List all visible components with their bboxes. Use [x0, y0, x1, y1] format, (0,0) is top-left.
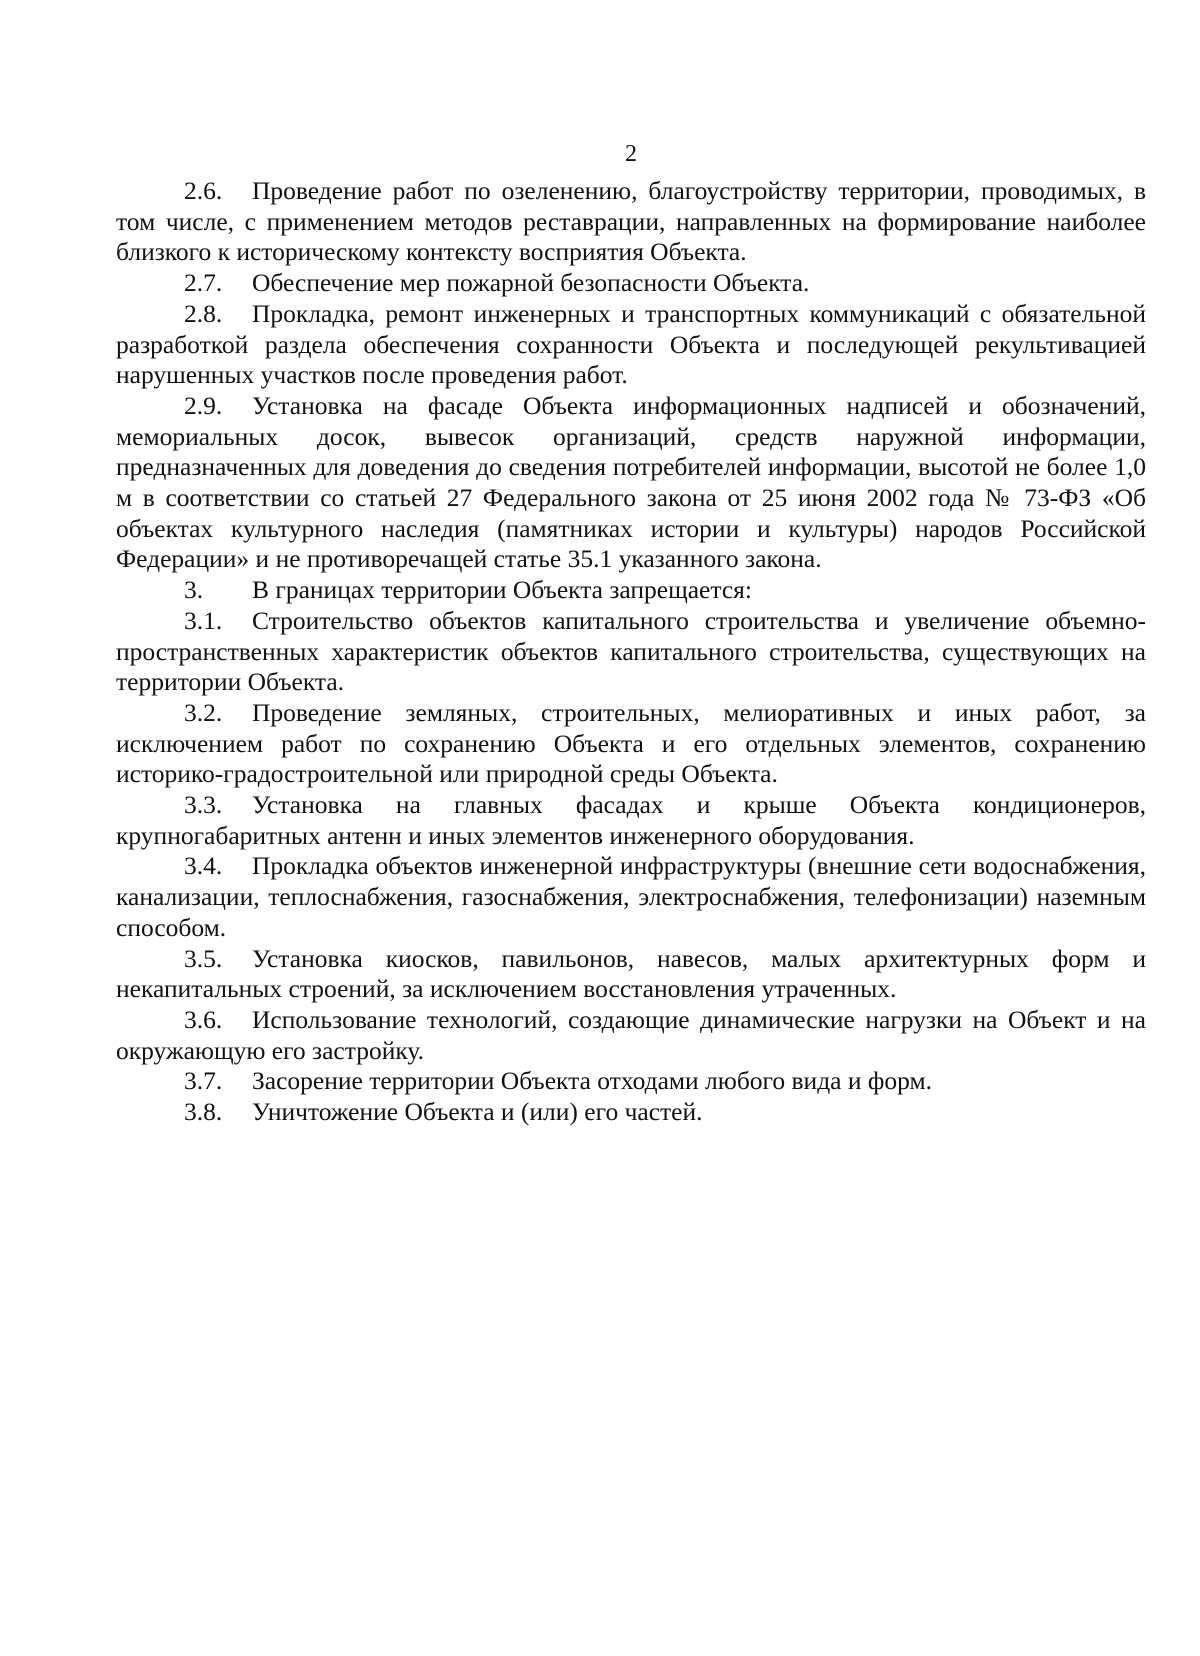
paragraph-text: Обеспечение мер пожарной безопасности Объекта. [252, 268, 810, 298]
paragraph-text: Установка на главных фасадах и крыше Объекта кондиционеров, крупногабаритных антенн и иных элементов инженерного оборудования. [116, 790, 1146, 850]
paragraph-text: Установка киосков, павильонов, навесов, малых архитектурных форм и некапитальных строений, за исключением восстановления утраченных. [116, 943, 1146, 1004]
paragraph-2-9 [116, 391, 1146, 575]
paragraph-2-7 [116, 268, 1146, 299]
paragraph-number: 2.6. [184, 176, 223, 205]
paragraph-text: Установка на фасаде Объекта информационных надписей и обозначений, мемориальных досок, вывесок организаций, средств наружной информации, предназначенных для доведения до сведения потребителей информации, высотой не более 1,0 м в соответствии со статьей 27 Федерального закона от 25 июня 2002 года № 73-ФЗ «Об объектах культурного наследия (памятниках истории и культуры) народов Российской Федерации» и не противоречащей статье 35.1 указанного закона. [116, 390, 1146, 574]
paragraph-number: 3.1. [184, 605, 223, 635]
paragraph-number: 2.7. [184, 268, 223, 298]
paragraph-text: Проведение работ по озеленению, благоустройству территории, проводимых, в том числе, с применением методов реставрации, направленных на формирование наиболее близкого к историческому контексту восприятия Объекта. [116, 176, 1146, 267]
paragraph-number: 3.2. [184, 697, 223, 727]
paragraph-number: 3.8. [184, 1097, 223, 1127]
paragraph-text: Использование технологий, создающие динамические нагрузки на Объект и на окружающую его застройку. [116, 1004, 1146, 1065]
paragraph-number: 3.7. [184, 1066, 223, 1096]
paragraph-3 [116, 575, 1146, 606]
paragraph-3-5 [116, 944, 1146, 1005]
paragraph-2-6 [116, 176, 1146, 268]
paragraph-3-7 [116, 1066, 1146, 1097]
paragraph-text: Засорение территории Объекта отходами любого вида и форм. [252, 1066, 933, 1096]
paragraph-3-2 [116, 698, 1146, 790]
page-number: 2 [625, 141, 637, 167]
paragraph-text: Прокладка объектов инженерной инфраструктуры (внешние сети водоснабжения, канализации, теплоснабжения, газоснабжения, электроснабжения, телефонизации) наземным способом. [116, 851, 1146, 942]
paragraph-number: 3.6. [184, 1004, 223, 1034]
paragraph-number: 3.5. [184, 943, 223, 973]
paragraph-text: Строительство объектов капитального строительства и увеличение объемно-пространственных характеристик объектов капитального строительства, существующих на территории Объекта. [116, 605, 1146, 697]
paragraph-3-6 [116, 1005, 1146, 1066]
paragraph-number: 2.9. [184, 390, 223, 420]
paragraph-3-3 [116, 790, 1146, 851]
paragraph-3-8 [116, 1097, 1146, 1128]
paragraph-number: 2.8. [184, 298, 223, 328]
paragraph-2-8 [116, 299, 1146, 391]
paragraph-number: 3.3. [184, 790, 223, 820]
paragraph-text: Проведение земляных, строительных, мелиоративных и иных работ, за исключением работ по сохранению Объекта и его отдельных элементов, сохранению историко-градостроительной или природной среды Объекта. [116, 697, 1146, 789]
paragraph-3-1 [116, 606, 1146, 698]
paragraph-text: В границах территории Объекта запрещается: [252, 575, 752, 605]
document-body [116, 176, 1146, 1128]
paragraph-text: Уничтожение Объекта и (или) его частей. [252, 1097, 703, 1127]
paragraph-number: 3. [184, 575, 204, 605]
paragraph-number: 3.4. [184, 851, 223, 881]
paragraph-text: Прокладка, ремонт инженерных и транспортных коммуникаций с обязательной разработкой раздела обеспечения сохранности Объекта и последующей рекультивацией нарушенных участков после проведения работ. [116, 298, 1146, 390]
paragraph-3-4 [116, 851, 1146, 943]
